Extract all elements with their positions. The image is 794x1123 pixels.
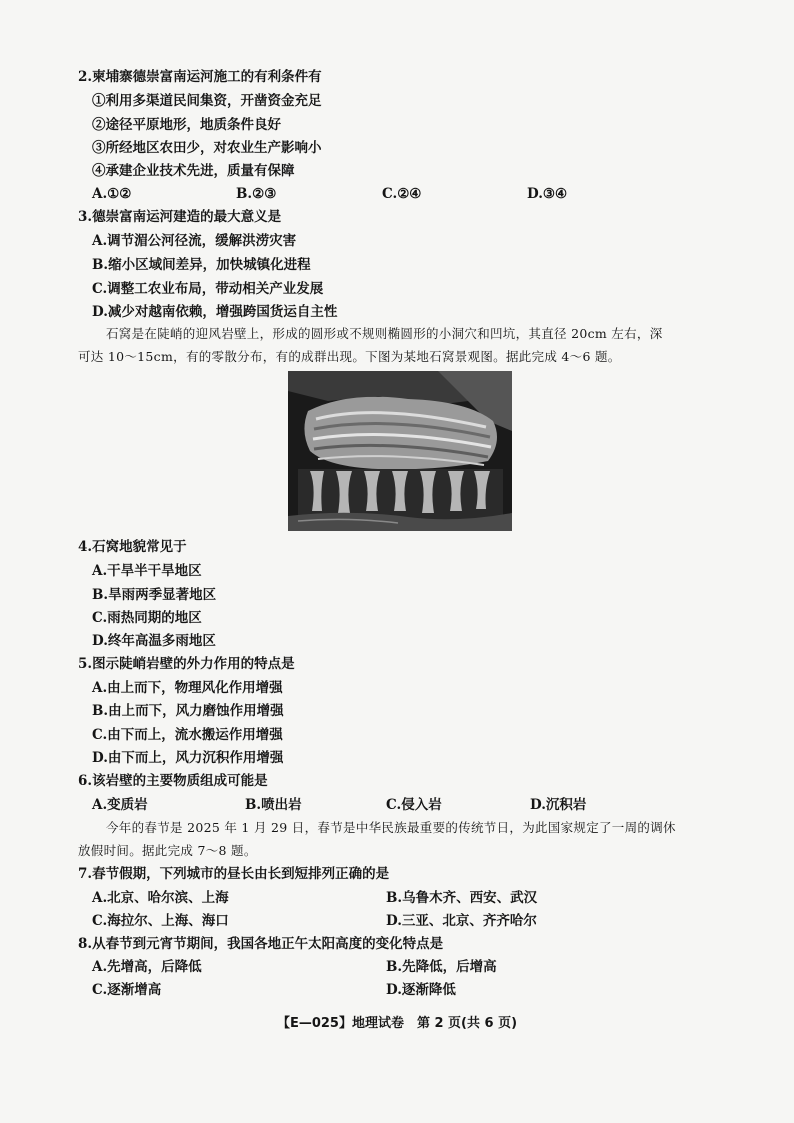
question-7-choice-a: A.北京、哈尔滨、上海 [92,890,229,906]
question-2-item-4: ④承建企业技术先进，质量有保障 [92,163,295,179]
question-3-stem: 3.德崇富南运河建造的最大意义是 [78,209,282,225]
question-6-choice-b: B.喷出岩 [245,797,302,813]
question-2-item-1: ①利用多渠道民间集资，开凿资金充足 [92,93,322,109]
question-3-choice-c: C.调整工农业布局，带动相关产业发展 [92,281,324,297]
question-6-choice-c: C.侵入岩 [386,797,442,813]
question-4-stem: 4.石窝地貌常见于 [78,539,187,555]
question-3-choice-d: D.减少对越南依赖，增强跨国货运自主性 [92,304,338,320]
question-4-choice-b: B.旱雨两季显著地区 [92,587,217,603]
passage-4-6-line-2: 可达 10～15cm，有的零散分布，有的成群出现。下图为某地石窝景观图。据此完成 4～6 题。 [78,349,621,364]
question-4-choice-d: D.终年高温多雨地区 [92,633,216,649]
question-5-choice-c: C.由下而上，流水搬运作用增强 [92,727,283,743]
question-5-choice-a: A.由上而下，物理风化作用增强 [92,680,283,696]
question-4-choice-c: C.雨热同期的地区 [92,610,202,626]
question-5-choice-b: B.由上而下，风力磨蚀作用增强 [92,703,284,719]
stone-nest-photo [288,371,512,531]
page-footer: 【E—025】地理试卷 第 2 页(共 6 页) [276,1016,518,1031]
question-8-choice-b: B.先降低，后增高 [386,959,497,975]
question-7-choice-d: D.三亚、北京、齐齐哈尔 [386,913,537,929]
question-2-stem: 2.柬埔寨德崇富南运河施工的有利条件有 [78,69,322,85]
question-8-choice-d: D.逐渐降低 [386,982,456,998]
question-2-choice-c: C.②④ [382,186,422,202]
question-7-choice-c: C.海拉尔、上海、海口 [92,913,229,929]
question-8-stem: 8.从春节到元宵节期间，我国各地正午太阳高度的变化特点是 [78,936,444,952]
question-3-choice-b: B.缩小区域间差异，加快城镇化进程 [92,257,311,273]
question-2-choice-b: B.②③ [236,186,277,202]
question-6-choice-a: A.变质岩 [92,797,148,813]
question-7-choice-b: B.乌鲁木齐、西安、武汉 [386,890,538,906]
question-2-choice-a: A.①② [92,186,132,202]
question-3-choice-a: A.调节湄公河径流，缓解洪涝灾害 [92,233,297,249]
question-6-stem: 6.该岩壁的主要物质组成可能是 [78,773,268,789]
question-7-stem: 7.春节假期，下列城市的昼长由长到短排列正确的是 [78,866,390,882]
question-5-stem: 5.图示陡峭岩壁的外力作用的特点是 [78,656,295,672]
question-4-choice-a: A.干旱半干旱地区 [92,563,202,579]
passage-7-8-line-1: 今年的春节是 2025 年 1 月 29 日，春节是中华民族最重要的传统节日，为此国家规定了一周的调休 [106,820,676,835]
stone-nest-illustration [288,371,512,531]
passage-4-6-line-1: 石窝是在陡峭的迎风岩壁上，形成的圆形或不规则椭圆形的小洞穴和凹坑，其直径 20cm 左右，深 [106,326,663,341]
question-8-choice-a: A.先增高，后降低 [92,959,202,975]
question-8-choice-c: C.逐渐增高 [92,982,162,998]
question-2-choice-d: D.③④ [527,186,568,202]
question-2-item-3: ③所经地区农田少，对农业生产影响小 [92,140,322,156]
passage-7-8-line-2: 放假时间。据此完成 7～8 题。 [78,843,257,858]
question-6-choice-d: D.沉积岩 [530,797,587,813]
question-5-choice-d: D.由下而上，风力沉积作用增强 [92,750,284,766]
question-2-item-2: ②途径平原地形，地质条件良好 [92,117,281,133]
